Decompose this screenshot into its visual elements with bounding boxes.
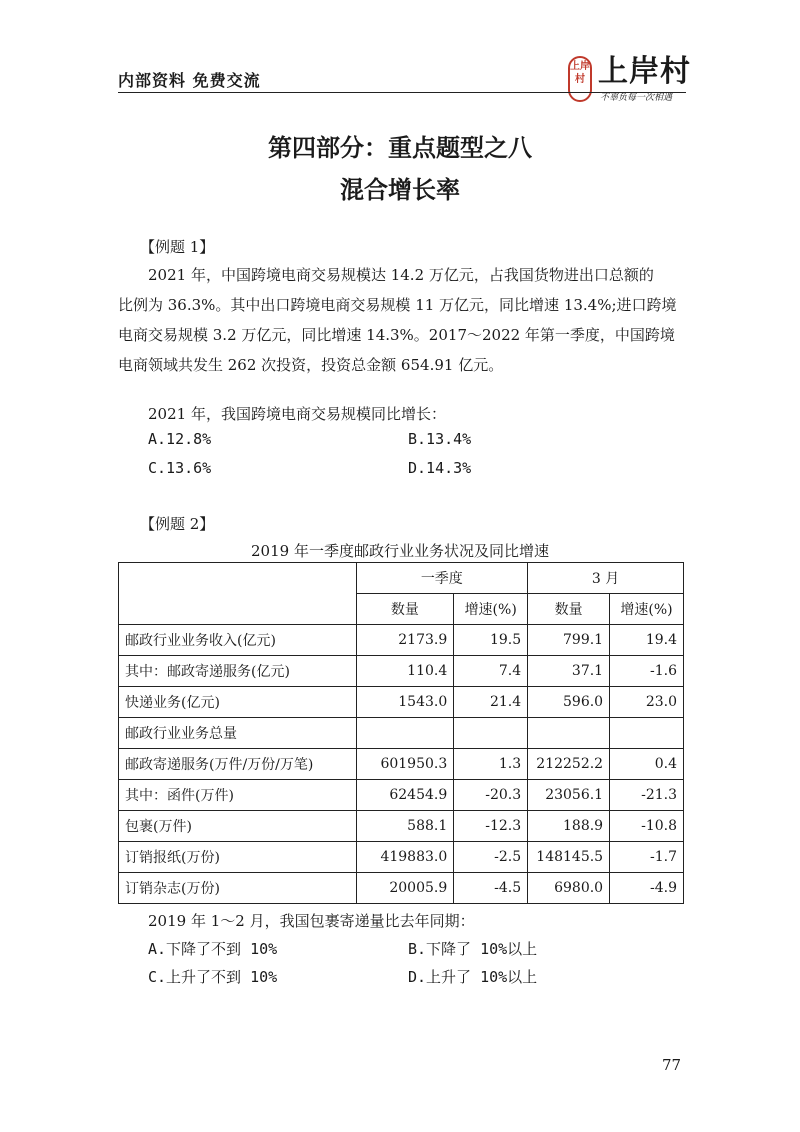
page-number: 77 xyxy=(662,1056,682,1074)
example1-paragraph xyxy=(118,260,684,380)
example2-option-c: C.上升了不到 10% xyxy=(148,968,278,986)
example1-label: 【例题 1】 xyxy=(140,238,215,256)
cell-value: -4.9 xyxy=(610,873,684,904)
example2-question: 2019 年 1～2 月，我国包裹寄递量比去年同期： xyxy=(148,912,475,930)
cell-value: 20005.9 xyxy=(356,873,454,904)
example1-option-d: D.14.3% xyxy=(408,459,472,477)
cell-value xyxy=(610,718,684,749)
header-left-text: 内部资料 免费交流 xyxy=(118,71,261,90)
logo-name: 上岸村 xyxy=(598,54,691,89)
cell-value: 0.4 xyxy=(610,749,684,780)
table-row xyxy=(119,718,684,749)
postal-data-table xyxy=(118,562,684,904)
subheader-cell: 增速(%) xyxy=(610,594,684,625)
cell-value: 419883.0 xyxy=(356,842,454,873)
cell-value: 799.1 xyxy=(528,625,610,656)
cell-value: 21.4 xyxy=(454,687,528,718)
cell-value: 148145.5 xyxy=(528,842,610,873)
paragraph-line: 2021 年，中国跨境电商交易规模达 14.2 万亿元，占我国货物进出口总额的 xyxy=(148,266,654,284)
example2-option-b: B.下降了 10%以上 xyxy=(408,940,538,958)
example1-question: 2021 年，我国跨境电商交易规模同比增长： xyxy=(148,405,446,423)
header-q1: 一季度 xyxy=(356,563,528,594)
cell-value: 2173.9 xyxy=(356,625,454,656)
table-corner-cell xyxy=(119,563,357,625)
table-header-row xyxy=(119,563,684,594)
example1-option-a: A.12.8% xyxy=(148,430,212,448)
brand-logo xyxy=(568,54,693,110)
cell-value: -1.6 xyxy=(610,656,684,687)
cell-value: 6980.0 xyxy=(528,873,610,904)
table-row xyxy=(119,780,684,811)
table-row xyxy=(119,749,684,780)
page-subtitle: 混合增长率 xyxy=(340,176,460,204)
cell-value: 19.4 xyxy=(610,625,684,656)
row-label: 订销报纸(万份) xyxy=(119,842,357,873)
cell-value: 188.9 xyxy=(528,811,610,842)
cell-value: 1.3 xyxy=(454,749,528,780)
cell-value: 1543.0 xyxy=(356,687,454,718)
logo-slogan: 不辜负每一次相遇 xyxy=(600,93,673,103)
cell-value xyxy=(528,718,610,749)
example1-option-b: B.13.4% xyxy=(408,430,472,448)
subheader-cell: 数量 xyxy=(356,594,454,625)
cell-value: 601950.3 xyxy=(356,749,454,780)
cell-value: -21.3 xyxy=(610,780,684,811)
cell-value: 110.4 xyxy=(356,656,454,687)
header-divider xyxy=(118,92,686,93)
cell-value: -20.3 xyxy=(454,780,528,811)
page-title: 第四部分：重点题型之八 xyxy=(268,134,532,162)
header-march: 3 月 xyxy=(528,563,684,594)
cell-value xyxy=(454,718,528,749)
paragraph-line: 电商领域共发生 262 次投资，投资总金额 654.91 亿元。 xyxy=(118,356,504,374)
cell-value: 23.0 xyxy=(610,687,684,718)
table-row xyxy=(119,656,684,687)
cell-value: -4.5 xyxy=(454,873,528,904)
cell-value: 23056.1 xyxy=(528,780,610,811)
cell-value: 588.1 xyxy=(356,811,454,842)
table-row xyxy=(119,687,684,718)
example1-option-c: C.13.6% xyxy=(148,459,212,477)
cell-value: -2.5 xyxy=(454,842,528,873)
cell-value: 212252.2 xyxy=(528,749,610,780)
cell-value: 37.1 xyxy=(528,656,610,687)
logo-seal-icon: 上岸村 xyxy=(568,56,592,102)
table-row xyxy=(119,811,684,842)
paragraph-line: 电商交易规模 3.2 万亿元，同比增速 14.3%。2017～2022 年第一季度，中国跨境 xyxy=(118,326,675,344)
cell-value: -1.7 xyxy=(610,842,684,873)
paragraph-line: 比例为 36.3%。其中出口跨境电商交易规模 11 万亿元，同比增速 13.4%;进口跨境 xyxy=(118,296,677,314)
row-label: 邮政寄递服务(万件/万份/万笔) xyxy=(119,749,357,780)
example2-option-a: A.下降了不到 10% xyxy=(148,940,278,958)
table-row xyxy=(119,625,684,656)
row-label: 其中：函件(万件) xyxy=(119,780,357,811)
table-title: 2019 年一季度邮政行业业务状况及同比增速 xyxy=(251,542,549,560)
row-label: 包裹(万件) xyxy=(119,811,357,842)
row-label: 邮政行业业务总量 xyxy=(119,718,357,749)
example2-option-d: D.上升了 10%以上 xyxy=(408,968,538,986)
cell-value: -10.8 xyxy=(610,811,684,842)
subheader-cell: 数量 xyxy=(528,594,610,625)
cell-value: 62454.9 xyxy=(356,780,454,811)
cell-value: 19.5 xyxy=(454,625,528,656)
cell-value: -12.3 xyxy=(454,811,528,842)
cell-value xyxy=(356,718,454,749)
cell-value: 596.0 xyxy=(528,687,610,718)
table-row xyxy=(119,873,684,904)
row-label: 邮政行业业务收入(亿元) xyxy=(119,625,357,656)
cell-value: 7.4 xyxy=(454,656,528,687)
subheader-cell: 增速(%) xyxy=(454,594,528,625)
example2-label: 【例题 2】 xyxy=(140,515,215,533)
table-row xyxy=(119,842,684,873)
row-label: 订销杂志(万份) xyxy=(119,873,357,904)
row-label: 其中：邮政寄递服务(亿元) xyxy=(119,656,357,687)
row-label: 快递业务(亿元) xyxy=(119,687,357,718)
